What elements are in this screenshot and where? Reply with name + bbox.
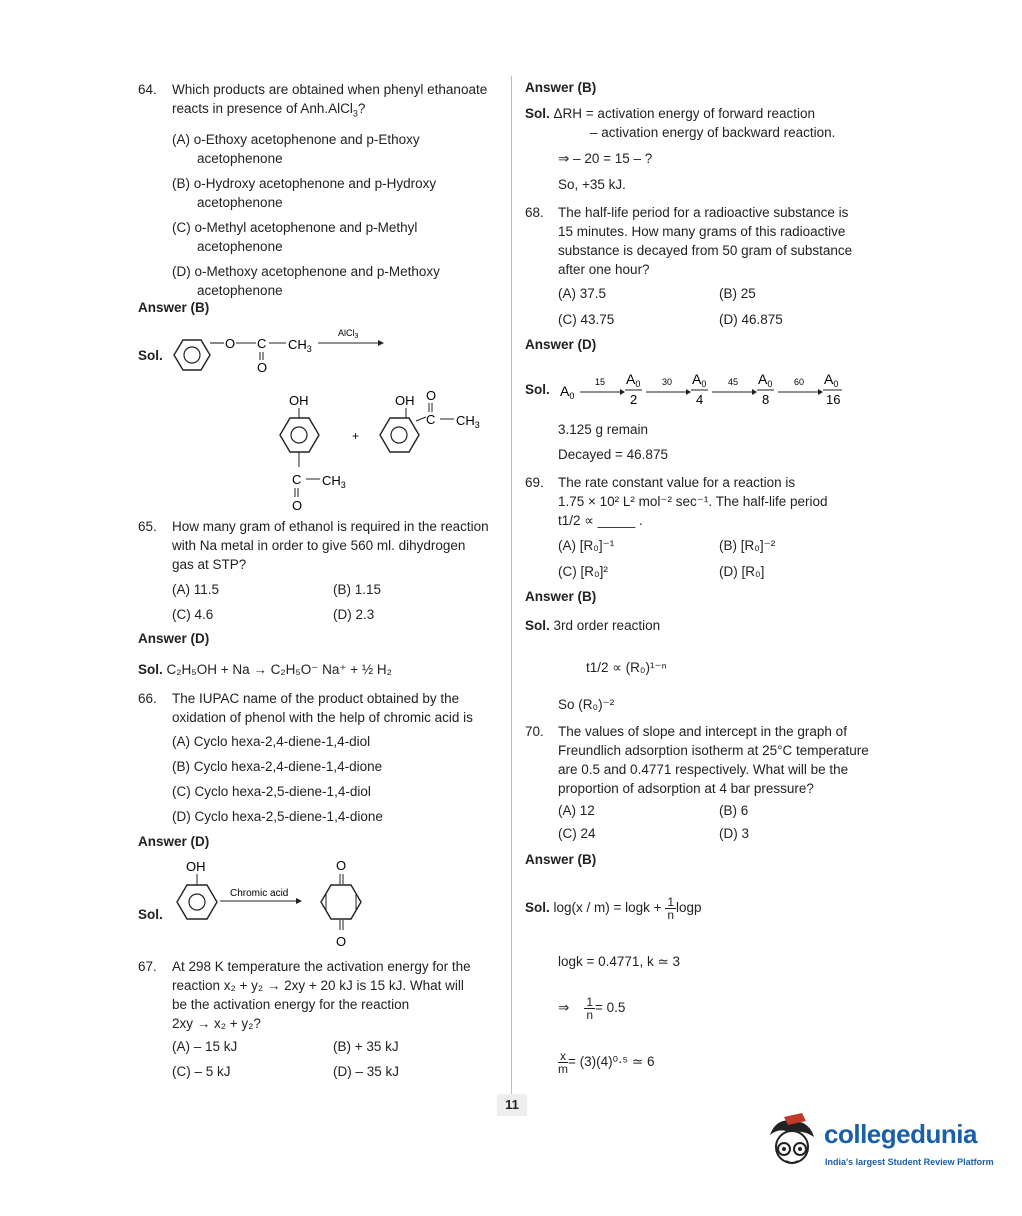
solution-label: Sol.	[525, 106, 550, 121]
question-65	[138, 517, 503, 574]
option-d: (D) 46.875	[719, 312, 783, 327]
svg-text:4: 4	[696, 392, 704, 407]
option-b: (B) [R₀]⁻²	[719, 538, 776, 553]
arrow-icon	[378, 340, 384, 346]
page-number: 11	[497, 1094, 527, 1116]
option-d: (D) Cyclo hexa-2,5-diene-1,4-dione	[172, 809, 383, 824]
arrow-icon	[296, 898, 302, 904]
answer-label: Answer (D)	[138, 834, 210, 849]
svg-text:C: C	[426, 412, 436, 427]
svg-text:A0: $A_0$	[824, 371, 839, 389]
question-text: be the activation energy for the reaction	[172, 997, 410, 1012]
reagent-label: Chromic acid	[230, 888, 289, 899]
question-text: with Na metal in order to give 560 ml. dihydrogen	[172, 538, 466, 553]
solution-70-line1	[525, 896, 702, 921]
question-text: are 0.5 and 0.4771 respectively. What will be the	[558, 762, 849, 777]
question-text: The IUPAC name of the product obtained by the	[172, 691, 460, 706]
svg-text:O: O	[336, 858, 347, 873]
question-66	[138, 689, 503, 727]
svg-text:45: 45	[728, 377, 739, 387]
question-68	[525, 203, 890, 279]
question-text: At 298 K temperature the activation energy for the	[172, 959, 471, 974]
answer-label: Answer (B)	[525, 80, 597, 95]
answer-label: Answer (B)	[138, 300, 210, 315]
benzene-ring-icon	[177, 885, 217, 919]
solution-69-line3: So (R₀)⁻²	[558, 697, 615, 712]
solution-text: logp	[676, 900, 702, 916]
solution-70-line3: ⇒ $\frac{1}{n}= 0.5$	[558, 995, 626, 1022]
decay-chain	[558, 368, 858, 412]
solution-text: ΔRH = activation energy of forward reaction	[553, 106, 816, 121]
svg-text:A0: $A_0$	[626, 371, 641, 389]
subscript: 3	[352, 108, 358, 119]
question-number: 68.	[525, 205, 544, 220]
solution-label: Sol.	[138, 907, 163, 922]
svg-text:CH3: $CH_3$	[322, 473, 346, 490]
option-d: (D) o-Methoxy acetophenone and p-Methoxy acetophenone	[172, 263, 440, 298]
option-b: (B) Cyclo hexa-2,4-diene-1,4-dione	[172, 759, 383, 774]
svg-text:A0: $A_0$	[758, 371, 773, 389]
solution-67-line2: – activation energy of backward reaction.	[590, 125, 836, 140]
logo-tagline: India's largest Student Review Platform	[825, 1157, 994, 1167]
question-text: ?	[357, 101, 366, 116]
hydroxyl-group: OH	[395, 393, 415, 408]
option-b: (B) 6	[719, 803, 749, 818]
option-b: (B) o-Hydroxy acetophenone and p-Hydroxy acetophenone	[172, 175, 437, 210]
svg-text:CH3: $CH_3$	[288, 337, 312, 354]
option-a: (A) – 15 kJ	[172, 1039, 238, 1054]
option-a: (A) [R₀]⁻¹	[558, 538, 615, 553]
option-c: (C) o-Methyl acetophenone and p-Methyl acetophenone	[172, 219, 418, 254]
question-text: proportion of adsorption at 4 bar pressure?	[558, 781, 814, 796]
solution-label: Sol.	[138, 348, 163, 363]
question-number: 66.	[138, 691, 157, 706]
solution-label: Sol.	[525, 382, 550, 397]
option-b: (B) 1.15	[333, 582, 382, 597]
question-text: oxidation of phenol with the help of chromic acid is	[172, 710, 473, 725]
question-text: The values of slope and intercept in the graph of	[558, 724, 847, 739]
solution-text: log(x / m) = logk +	[553, 900, 662, 916]
collegedunia-logo	[762, 1113, 992, 1183]
solution-label: Sol.	[138, 662, 163, 677]
option-d: (D) – 35 kJ	[333, 1064, 400, 1079]
fraction: $\frac{1}{n}$	[667, 895, 675, 922]
option-c: (C) – 5 kJ	[172, 1064, 231, 1079]
arrow-icon	[752, 389, 757, 395]
solution-label: Sol.	[525, 618, 550, 633]
option-b: (B) + 35 kJ	[333, 1039, 399, 1054]
option-d: (D) 3	[719, 826, 749, 841]
svg-text:2: 2	[630, 392, 638, 407]
question-text: 1.75 × 10² L² mol⁻² sec⁻¹. The half-life period	[558, 494, 828, 509]
svg-text:CH3: $CH_3$	[456, 413, 480, 430]
svg-text:O: O	[336, 934, 347, 949]
svg-text:O: O	[292, 498, 303, 513]
solution-equation: C₂H₅OH + Na → C₂H₅O⁻ Na⁺ + ½ H₂	[166, 662, 392, 677]
solution-67-line4: So, +35 kJ.	[558, 177, 626, 192]
question-text: t1/2 ∝ _____ .	[558, 513, 643, 528]
svg-text:AlCl3: AlCl$_3$	[338, 328, 359, 340]
question-text: reacts in presence of Anh.AlCl	[172, 101, 353, 116]
hydroxyl-group: OH	[289, 393, 309, 408]
question-number: 65.	[138, 519, 157, 534]
option-c: (C) 4.6	[172, 607, 214, 622]
solution-text: 3rd order reaction	[553, 618, 661, 633]
svg-text:C: C	[292, 472, 302, 487]
option-c: (C) 24	[558, 826, 596, 841]
question-number: 67.	[138, 959, 157, 974]
oxygen-atom: O	[257, 360, 268, 375]
svg-text:16: 16	[826, 392, 841, 407]
question-text: after one hour?	[558, 262, 650, 277]
svg-text:30: 30	[662, 377, 673, 387]
question-70	[525, 722, 890, 798]
question-text: 15 minutes. How many grams of this radioactive	[558, 224, 846, 239]
question-text: How many gram of ethanol is required in the reaction	[172, 519, 489, 534]
question-text: reaction x₂ + y₂ → 2xy + 20 kJ is 15 kJ. What will	[172, 978, 464, 993]
question-67	[138, 957, 503, 1033]
arrow-icon	[620, 389, 625, 395]
oxygen-atom: O	[225, 336, 236, 351]
svg-text:A0: $A_0$	[692, 371, 707, 389]
question-number: 70.	[525, 724, 544, 739]
quinone-ring-icon	[321, 885, 361, 919]
solution-65	[138, 662, 392, 678]
option-d: (D) [R₀]	[719, 564, 765, 579]
answer-label: Answer (B)	[525, 852, 597, 867]
option-c: (C) [R₀]²	[558, 564, 608, 579]
arrow-icon	[686, 389, 691, 395]
solution-70-line2: logk = 0.4771, k ≃ 3	[558, 954, 681, 969]
solution-69-line2: t1/2 ∝ (R₀)¹⁻ⁿ	[586, 660, 667, 675]
reaction-scheme-64	[168, 322, 508, 518]
option-d: (D) 2.3	[333, 607, 375, 622]
reaction-scheme-66	[168, 856, 388, 956]
option-a: (A) 37.5	[558, 286, 607, 301]
solution-70-line4: $\frac{x}{m}= (3)(4)^0\cdot^5$ ≃ 6	[558, 1049, 655, 1076]
benzene-ring-icon	[280, 418, 319, 452]
option-c: (C) 43.75	[558, 312, 615, 327]
answer-label: Answer (B)	[525, 589, 597, 604]
logo-wordmark: collegedunia	[824, 1119, 977, 1149]
option-a: (A) 11.5	[172, 582, 220, 597]
question-text: substance is decayed from 50 gram of substance	[558, 243, 853, 258]
question-text: Freundlich adsorption isotherm at 25°C temperature	[558, 743, 869, 758]
question-text: 2xy → x₂ + y₂?	[172, 1016, 261, 1031]
option-a: (A) Cyclo hexa-2,4-diene-1,4-diol	[172, 734, 371, 749]
question-text: The half-life period for a radioactive substance is	[558, 205, 849, 220]
arrow-icon	[818, 389, 823, 395]
solution-67-line3: ⇒ – 20 = 15 – ?	[558, 151, 653, 166]
solution-label: Sol.	[525, 900, 550, 916]
question-69	[525, 473, 890, 530]
solution-68-line2: 3.125 g remain	[558, 422, 649, 437]
option-a: (A) 12	[558, 803, 595, 818]
solution-69-line1	[525, 618, 660, 633]
question-text: gas at STP?	[172, 557, 247, 572]
option-b: (B) 25	[719, 286, 756, 301]
question-number: 69.	[525, 475, 544, 490]
benzene-ring-icon	[174, 340, 210, 370]
svg-text:8: 8	[762, 392, 770, 407]
column-divider	[511, 76, 512, 1094]
svg-text:A0: $A_0$	[560, 383, 575, 401]
svg-text:15: 15	[595, 377, 606, 387]
answer-label: Answer (D)	[138, 631, 210, 646]
question-text: The rate constant value for a reaction is	[558, 475, 796, 490]
hydroxyl-group: OH	[186, 859, 206, 874]
mascot-icon	[762, 1113, 822, 1175]
option-c: (C) Cyclo hexa-2,5-diene-1,4-diol	[172, 784, 371, 799]
plus-sign: +	[352, 429, 360, 443]
solution-68-line3: Decayed = 46.875	[558, 447, 668, 462]
carbon-atom: C	[257, 336, 267, 351]
benzene-ring-icon	[380, 418, 419, 452]
question-number: 64.	[138, 82, 157, 97]
question-text: Which products are obtained when phenyl ethanoate	[172, 82, 488, 97]
question-64	[138, 80, 503, 300]
answer-label: Answer (D)	[525, 337, 597, 352]
option-a: (A) o-Ethoxy acetophenone and p-Ethoxy acetophenone	[172, 131, 420, 166]
solution-67-line1	[525, 106, 815, 121]
svg-text:O: O	[426, 388, 437, 403]
svg-text:60: 60	[794, 377, 805, 387]
